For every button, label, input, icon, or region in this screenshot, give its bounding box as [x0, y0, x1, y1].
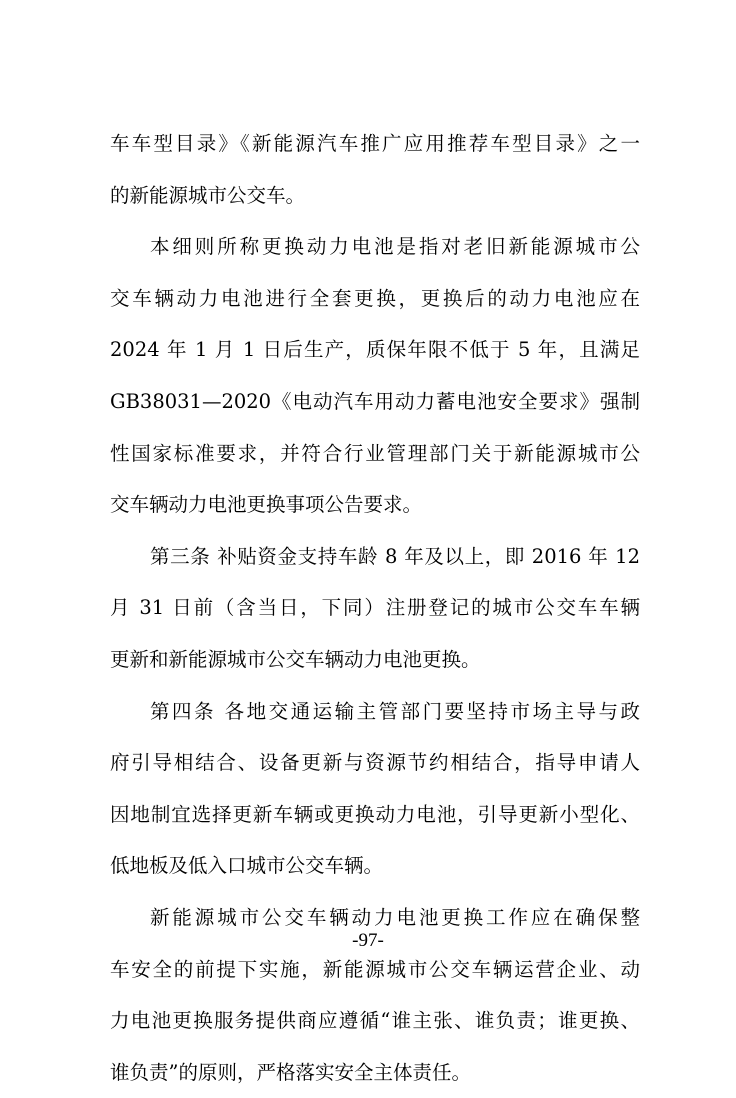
text-line-2: 的新能源城市公交车。: [110, 183, 306, 207]
text-line-18: 力电池更换服务提供商应遵循“谁主张、谁负责；谁更换、: [110, 1009, 640, 1033]
text-line-7: 性国家标准要求，并符合行业管理部门关于新能源城市公: [110, 441, 640, 465]
text-line-1: 车车型目录》《新能源汽车推广应用推荐车型目录》之一: [110, 132, 640, 155]
text-line-12: 第四条 各地交通运输主管部门要坚持市场主导与政: [150, 699, 640, 723]
text-line-6: GB38031—2020《电动汽车用动力蓄电池安全要求》强制: [110, 389, 640, 413]
text-line-17: 车安全的前提下实施，新能源城市公交车辆运营企业、动: [110, 957, 640, 981]
text-line-15: 低地板及低入口城市公交车辆。: [110, 854, 384, 878]
text-line-8: 交车辆动力电池更换事项公告要求。: [110, 493, 423, 517]
text-line-11: 更新和新能源城市公交车辆动力电池更换。: [110, 647, 481, 671]
text-line-16: 新能源城市公交车辆动力电池更换工作应在确保整: [150, 905, 640, 929]
text-line-14: 因地制宜选择更新车辆或更换动力电池，引导更新小型化、: [110, 802, 640, 826]
text-line-9: 第三条 补贴资金支持车龄 8 年及以上，即 2016 年 12: [150, 544, 640, 568]
text-line-13: 府引导相结合、设备更新与资源节约相结合，指导申请人: [110, 751, 640, 775]
text-line-19: 谁负责”的原则，严格落实安全主体责任。: [110, 1060, 471, 1084]
text-line-3: 本细则所称更换动力电池是指对老旧新能源城市公: [150, 235, 640, 259]
text-line-4: 交车辆动力电池进行全套更换，更换后的动力电池应在: [110, 286, 640, 310]
text-line-10: 月 31 日前（含当日，下同）注册登记的城市公交车车辆: [110, 596, 640, 620]
page-number: -97-: [352, 930, 384, 951]
text-line-5: 2024 年 1 月 1 日后生产，质保年限不低于 5 年，且满足: [110, 338, 640, 362]
